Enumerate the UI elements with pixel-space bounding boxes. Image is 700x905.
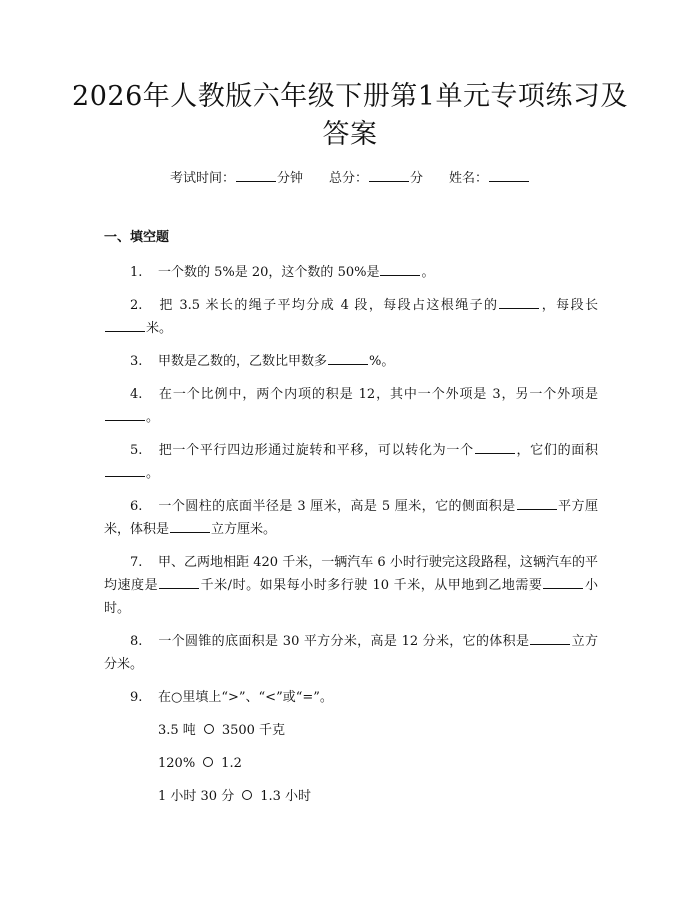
question-item — [104, 495, 598, 541]
question-number: 1. — [130, 265, 143, 280]
circle-blank-icon[interactable] — [242, 790, 252, 800]
answer-blank[interactable] — [543, 576, 583, 589]
question-text: 把一个平行四边形通过旋转和平移，可以转化为一个 — [158, 443, 474, 458]
answer-blank[interactable] — [328, 352, 368, 365]
question-item — [104, 686, 598, 709]
question-number: 9. — [130, 690, 143, 705]
question-list — [104, 261, 598, 818]
question-text: 。 — [146, 410, 160, 425]
comparison-right: 3500 千克 — [221, 723, 286, 738]
name-blank — [489, 169, 529, 182]
question-text: 一个数的 5%是 20，这个数的 50%是 — [158, 265, 380, 280]
circle-blank-icon[interactable] — [203, 757, 213, 767]
answer-blank[interactable] — [499, 296, 539, 309]
comparison-row — [158, 785, 598, 808]
answer-blank[interactable] — [517, 497, 557, 510]
answer-blank[interactable] — [159, 576, 199, 589]
question-text: 一个圆柱的底面半径是 3 厘米，高是 5 厘米，它的侧面积是 — [158, 499, 516, 514]
question-text: 立方分米。 — [104, 634, 598, 672]
question-item — [104, 630, 598, 676]
question-number: 6. — [130, 499, 143, 514]
answer-blank[interactable] — [105, 408, 145, 421]
time-label: 考试时间： — [169, 171, 235, 186]
question-text: 。 — [421, 265, 435, 280]
question-text: 米。 — [146, 321, 173, 336]
score-blank — [369, 169, 409, 182]
comparison-left: 1 小时 30 分 — [158, 789, 235, 804]
answer-blank[interactable] — [380, 263, 420, 276]
question-number: 8. — [130, 634, 143, 649]
question-item — [104, 439, 598, 485]
question-item — [104, 383, 598, 429]
comparison-row — [158, 719, 598, 742]
page-title: 2026年人教版六年级下册第1单元专项练习及答案 — [72, 81, 628, 150]
question-number: 3. — [130, 354, 143, 369]
comparison-row — [158, 752, 598, 775]
name-label: 姓名： — [449, 171, 489, 186]
comparison-right: 1.3 小时 — [260, 789, 312, 804]
question-text: 甲数是乙数的，乙数比甲数多 — [158, 354, 328, 369]
answer-blank[interactable] — [475, 441, 515, 454]
question-item — [104, 350, 598, 373]
score-label: 总分： — [328, 171, 368, 186]
question-item — [104, 261, 598, 284]
question-text: 一个圆锥的底面积是 30 平方分米，高是 12 分米，它的体积是 — [158, 634, 530, 649]
question-number: 5. — [130, 443, 143, 458]
question-text: 把 3.5 米长的绳子平均分成 4 段，每段占这根绳子的 — [158, 298, 499, 313]
comparison-left: 120% — [158, 756, 196, 771]
question-text: 立方厘米。 — [211, 522, 277, 537]
question-text: 甲、乙两地相距 420 千米，一辆汽车 6 小时行驶完这段路程，这辆汽车的平均速度是 — [104, 555, 598, 593]
answer-blank[interactable] — [105, 319, 145, 332]
comparison-left: 3.5 吨 — [158, 723, 196, 738]
question-number: 4. — [130, 387, 143, 402]
question-text: 平方厘米，体积是 — [104, 499, 598, 537]
question-text: 。 — [146, 466, 160, 481]
score-unit: 分 — [410, 171, 424, 186]
question-text: 千米/时。如果每小时多行驶 10 千米，从甲地到乙地需要 — [200, 578, 543, 593]
question-text: ，每段长 — [540, 298, 598, 313]
circle-blank-icon[interactable] — [204, 724, 214, 734]
answer-blank[interactable] — [105, 464, 145, 477]
exam-info-line — [0, 169, 700, 188]
comparison-right: 1.2 — [221, 756, 242, 771]
question-text: %。 — [369, 354, 395, 369]
question-number: 7. — [130, 555, 143, 570]
question-text: 小时。 — [104, 578, 598, 616]
question-item — [104, 294, 598, 340]
question-item — [104, 551, 598, 620]
answer-blank[interactable] — [530, 632, 570, 645]
question-text: 在一个比例中，两个内项的积是 12，其中一个外项是 3，另一个外项是 — [158, 387, 598, 402]
answer-blank[interactable] — [170, 520, 210, 533]
time-blank — [236, 169, 276, 182]
question-text: ，它们的面积 — [515, 443, 598, 458]
question-number: 2. — [130, 298, 143, 313]
time-unit: 分钟 — [276, 171, 303, 186]
question-text: 在○里填上“>”、“<”或“=”。 — [158, 690, 333, 705]
section-heading: 一、填空题 — [104, 230, 170, 245]
